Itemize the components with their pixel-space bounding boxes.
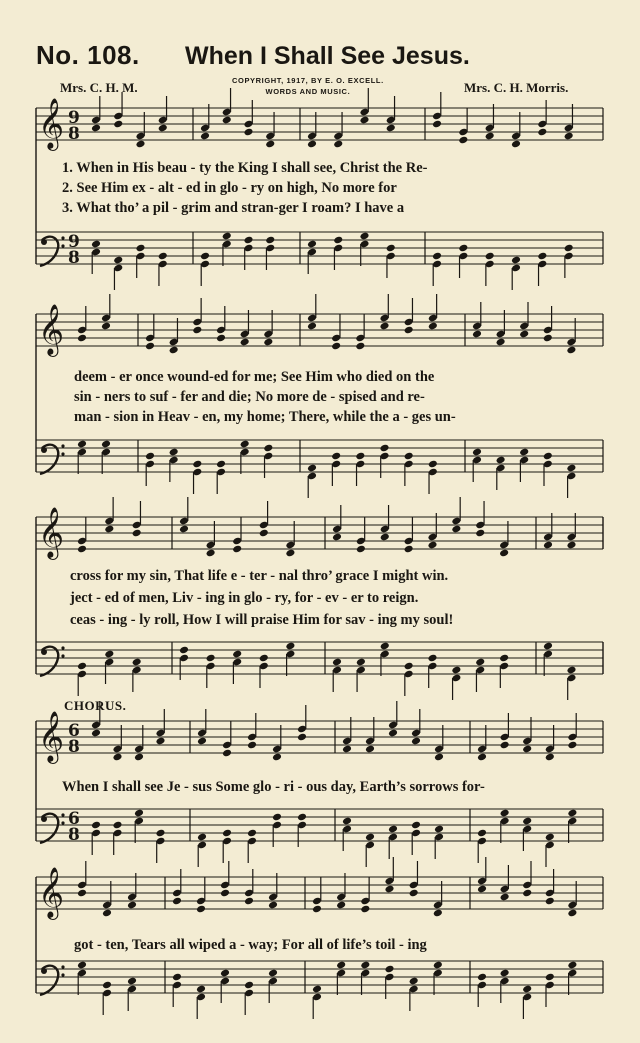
note-head <box>388 825 398 834</box>
note-head <box>232 545 242 554</box>
note-head <box>91 821 101 830</box>
note-head <box>172 897 182 906</box>
note-head <box>332 533 342 542</box>
note-head <box>519 330 529 339</box>
bass-clef-dot <box>61 444 64 447</box>
note-head <box>172 973 182 982</box>
note-head <box>312 985 322 994</box>
note-head <box>77 440 87 449</box>
bass-clef-dot <box>61 236 64 239</box>
note-head <box>216 460 226 469</box>
note-head <box>428 322 438 331</box>
note-head <box>332 658 342 667</box>
note-head <box>91 240 101 249</box>
note-head <box>135 244 145 253</box>
note-head <box>169 346 179 355</box>
note-head <box>567 961 577 970</box>
note-head <box>102 981 112 990</box>
note-head <box>101 322 111 331</box>
lyricist-credit: Mrs. C. H. M. <box>60 80 138 95</box>
note-head <box>477 829 487 838</box>
note-head <box>432 120 442 129</box>
bass-clef-dot <box>61 813 64 816</box>
note-head <box>220 889 230 898</box>
note-head <box>356 658 366 667</box>
note-head <box>197 737 207 746</box>
note-head <box>101 440 111 449</box>
note-head <box>132 658 142 667</box>
note-head <box>336 961 346 970</box>
note-head <box>297 733 307 742</box>
note-head <box>359 116 369 125</box>
note-head <box>200 132 210 141</box>
bass-clef-dot <box>61 244 64 247</box>
note-head <box>566 666 576 675</box>
note-head <box>102 909 112 918</box>
note-head <box>297 813 307 822</box>
note-head <box>155 829 165 838</box>
note-head <box>272 753 282 762</box>
note-head <box>472 330 482 339</box>
note-head <box>342 745 352 754</box>
bass-clef-dot <box>41 239 47 245</box>
note-head <box>543 642 553 651</box>
note-head <box>356 545 366 554</box>
note-head <box>427 654 437 663</box>
note-head <box>200 252 210 261</box>
note-head <box>522 889 532 898</box>
lyric-line: 1. When in His beau - ty the King I shall see, Christ the Re- <box>62 160 428 176</box>
note-head <box>192 460 202 469</box>
note-head <box>566 541 576 550</box>
note-head <box>268 901 278 910</box>
note-head <box>243 128 253 137</box>
note-head <box>127 901 137 910</box>
note-head <box>285 642 295 651</box>
note-head <box>77 961 87 970</box>
note-head <box>485 252 495 261</box>
bass-clef-dot <box>61 821 64 824</box>
copyright-line: COPYRIGHT, 1917, BY E. O. EXCELL. <box>232 76 384 85</box>
note-head <box>272 813 282 822</box>
note-head <box>379 444 389 453</box>
note-head <box>77 545 87 554</box>
treble-clef-icon: 𝄞 <box>38 304 65 355</box>
note-head <box>411 821 421 830</box>
note-head <box>365 745 375 754</box>
note-head <box>263 338 273 347</box>
note-head <box>545 897 555 906</box>
note-head <box>179 525 189 534</box>
note-head <box>360 961 370 970</box>
note-head <box>240 440 250 449</box>
note-head <box>567 741 577 750</box>
note-head <box>259 529 269 538</box>
note-head <box>145 342 155 351</box>
note-head <box>380 642 390 651</box>
bass-clef-dot <box>41 447 47 453</box>
treble-clef-icon: 𝄞 <box>38 867 65 918</box>
note-head <box>135 140 145 149</box>
bass-clef-dot <box>41 649 47 655</box>
note-head <box>342 817 352 826</box>
note-head <box>404 662 414 671</box>
note-head <box>458 136 468 145</box>
note-head <box>404 545 414 554</box>
note-head <box>216 334 226 343</box>
note-head <box>265 236 275 245</box>
note-head <box>247 829 257 838</box>
note-head <box>265 140 275 149</box>
bass-clef-dot <box>61 965 64 968</box>
note-head <box>331 452 341 461</box>
note-head <box>566 464 576 473</box>
time-signature-top: 6 <box>68 721 80 741</box>
note-head <box>365 833 375 842</box>
note-head <box>380 533 390 542</box>
note-head <box>511 256 521 265</box>
time-signature-bottom: 8 <box>68 737 80 757</box>
note-head <box>196 985 206 994</box>
copyright-subline: WORDS AND MUSIC. <box>265 87 351 96</box>
note-head <box>475 529 485 538</box>
note-head <box>77 662 87 671</box>
note-head <box>475 658 485 667</box>
note-head <box>433 961 443 970</box>
note-head <box>179 646 189 655</box>
note-head <box>411 737 421 746</box>
note-head <box>379 322 389 331</box>
time-signature-bottom: 8 <box>68 124 80 144</box>
note-head <box>567 809 577 818</box>
note-head <box>519 448 529 457</box>
note-head <box>285 549 295 558</box>
note-head <box>206 549 216 558</box>
note-head <box>522 985 532 994</box>
note-head <box>77 334 87 343</box>
note-head <box>472 448 482 457</box>
note-head <box>222 232 232 241</box>
note-head <box>355 342 365 351</box>
note-head <box>499 549 509 558</box>
note-head <box>112 753 122 762</box>
note-head <box>433 909 443 918</box>
note-head <box>500 893 510 902</box>
note-head <box>155 737 165 746</box>
note-head <box>307 140 317 149</box>
note-head <box>259 654 269 663</box>
bass-clef-dot <box>61 973 64 976</box>
note-head <box>127 977 137 986</box>
note-head <box>355 452 365 461</box>
note-head <box>564 244 574 253</box>
lyric-line: sin - ners to suf - fer and die; No more de - spised and re- <box>74 389 425 405</box>
note-head <box>499 654 509 663</box>
note-head <box>244 897 254 906</box>
note-head <box>432 252 442 261</box>
note-head <box>132 529 142 538</box>
note-head <box>566 346 576 355</box>
lyric-line: 2. See Him ex - alt - ed in glo - ry on high, No more for <box>62 180 397 196</box>
lyric-line: got - ten, Tears all wiped a - way; For all of life’s toil - ing <box>74 937 427 953</box>
time-signature-bottom: 8 <box>68 825 80 845</box>
lyric-line: man - sion in Heav - en, my home; There, while the a - ges un- <box>74 409 456 425</box>
time-signature-top: 6 <box>68 809 80 829</box>
note-head <box>91 124 101 133</box>
note-head <box>496 456 506 465</box>
note-head <box>477 973 487 982</box>
note-head <box>77 889 87 898</box>
note-head <box>134 753 144 762</box>
bass-clef-dot <box>61 646 64 649</box>
note-head <box>307 240 317 249</box>
note-head <box>428 460 438 469</box>
bass-clef-dot <box>61 452 64 455</box>
note-head <box>543 541 553 550</box>
lyric-line: When I shall see Je - sus Some glo - ri - ous day, Earth’s sorrows for- <box>62 779 485 795</box>
note-head <box>169 448 179 457</box>
note-head <box>145 452 155 461</box>
note-head <box>511 140 521 149</box>
time-signature-top: 9 <box>68 232 80 252</box>
note-head <box>359 232 369 241</box>
note-head <box>360 905 370 914</box>
treble-clef-icon: 𝄞 <box>38 507 65 558</box>
note-head <box>500 809 510 818</box>
treble-clef-icon: 𝄞 <box>38 98 65 149</box>
note-head <box>307 464 317 473</box>
note-head <box>104 650 114 659</box>
note-head <box>434 753 444 762</box>
note-head <box>268 969 278 978</box>
note-head <box>567 909 577 918</box>
note-head <box>222 749 232 758</box>
note-head <box>388 729 398 738</box>
note-head <box>477 753 487 762</box>
note-head <box>240 338 250 347</box>
note-head <box>545 753 555 762</box>
note-head <box>333 236 343 245</box>
lyric-line: cross for my sin, That life e - ter - nal thro’ grace I might win. <box>70 568 449 584</box>
note-head <box>404 326 414 335</box>
note-head <box>451 525 461 534</box>
note-head <box>331 342 341 351</box>
bass-clef-dot <box>41 968 47 974</box>
note-head <box>243 236 253 245</box>
note-head <box>451 666 461 675</box>
note-head <box>333 140 343 149</box>
note-head <box>386 244 396 253</box>
note-head <box>197 833 207 842</box>
note-head <box>113 256 123 265</box>
note-head <box>500 741 510 750</box>
note-head <box>409 889 419 898</box>
lyric-line: deem - er once wound-ed for me; See Him who died on the <box>74 369 435 385</box>
note-head <box>336 901 346 910</box>
note-head <box>496 338 506 347</box>
note-head <box>386 124 396 133</box>
note-head <box>91 729 101 738</box>
note-head <box>409 977 419 986</box>
note-head <box>244 981 254 990</box>
note-head <box>545 973 555 982</box>
note-head <box>113 120 123 129</box>
note-head <box>537 128 547 137</box>
chorus-label: CHORUS. <box>64 698 127 713</box>
note-head <box>222 829 232 838</box>
note-head <box>522 745 532 754</box>
note-head <box>222 116 232 125</box>
composer-credit: Mrs. C. H. Morris. <box>464 80 569 95</box>
note-head <box>134 809 144 818</box>
note-head <box>247 741 257 750</box>
lyric-line: 3. What tho’ a pil - grim and stran-ger I roam? I have a <box>62 200 405 216</box>
note-head <box>158 252 168 261</box>
time-signature-bottom: 8 <box>68 248 80 268</box>
note-head <box>158 124 168 133</box>
bass-clef-dot <box>41 816 47 822</box>
note-head <box>477 885 487 894</box>
note-head <box>545 833 555 842</box>
note-head <box>564 132 574 141</box>
note-head <box>427 541 437 550</box>
note-head <box>384 965 394 974</box>
note-head <box>458 244 468 253</box>
note-head <box>104 525 114 534</box>
note-head <box>384 885 394 894</box>
note-head <box>112 821 122 830</box>
note-head <box>196 905 206 914</box>
note-head <box>537 252 547 261</box>
note-head <box>192 326 202 335</box>
hymn-title: When I Shall See Jesus. <box>185 42 470 70</box>
lyric-line: ceas - ing - ly roll, How I will praise Him for sav - ing my soul! <box>70 612 454 628</box>
note-head <box>263 444 273 453</box>
note-head <box>232 650 242 659</box>
note-head <box>434 825 444 834</box>
bass-clef-dot <box>61 654 64 657</box>
note-head <box>220 969 230 978</box>
hymn-number: No. 108. <box>36 40 140 70</box>
treble-clef-icon: 𝄞 <box>38 711 65 762</box>
note-head <box>543 334 553 343</box>
note-head <box>543 452 553 461</box>
note-head <box>485 132 495 141</box>
lyric-line: ject - ed of men, Liv - ing in glo - ry, for - ev - er to reign. <box>70 590 419 606</box>
note-head <box>522 817 532 826</box>
note-head <box>312 905 322 914</box>
note-head <box>307 322 317 331</box>
note-head <box>500 969 510 978</box>
note-head <box>206 654 216 663</box>
time-signature-top: 9 <box>68 108 80 128</box>
note-head <box>404 452 414 461</box>
